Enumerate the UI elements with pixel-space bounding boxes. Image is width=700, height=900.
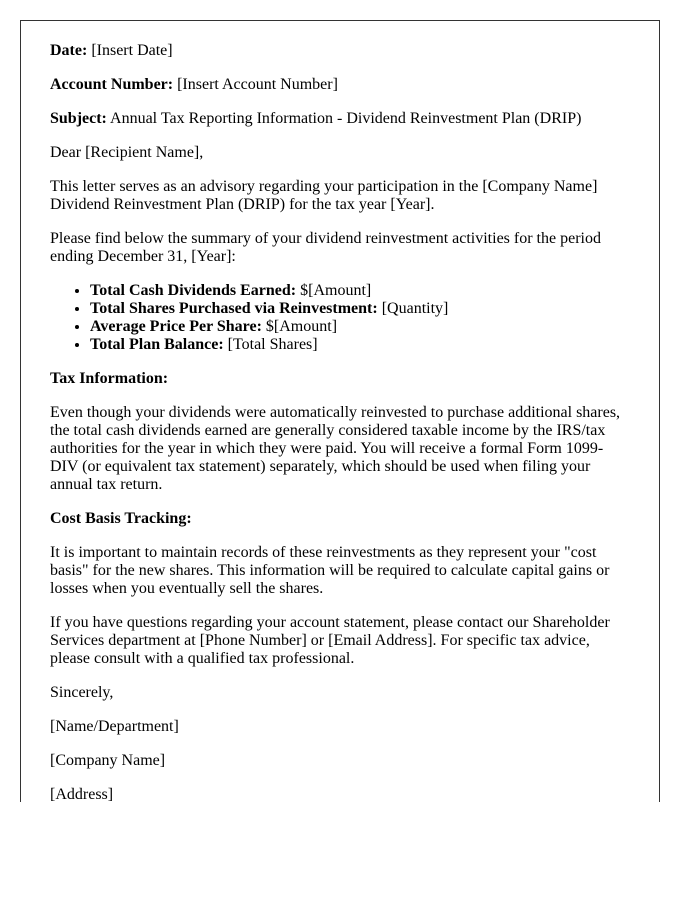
summary-item-plan-balance xyxy=(90,336,630,354)
summary-item-shares-purchased xyxy=(90,300,630,318)
closing: Sincerely, xyxy=(50,684,114,701)
letter-document xyxy=(20,20,660,802)
intro-paragraph: This letter serves as an advisory regarding your participation in the [Company Name] Dividend Reinvestment Plan (DRIP) for the tax year [Year]. xyxy=(50,178,598,213)
date-line xyxy=(50,42,630,60)
contact-paragraph: If you have questions regarding your account statement, please contact our Shareholder Services department at [Phone Number] or [Email Address]. For specific tax advice, please consult with a qualified tax professional. xyxy=(50,614,610,667)
summary-list xyxy=(50,282,630,354)
date-label: Date: xyxy=(50,42,88,59)
summary-item-label: Total Cash Dividends Earned: xyxy=(90,282,297,299)
summary-item-value: [Total Shares] xyxy=(227,336,318,353)
subject-label: Subject: xyxy=(50,110,107,127)
summary-item-cash-dividends xyxy=(90,282,630,300)
signature-block xyxy=(50,718,630,804)
tax-information-heading: Tax Information: xyxy=(50,370,169,387)
summary-item-value: $[Amount] xyxy=(300,282,372,299)
cost-basis-heading: Cost Basis Tracking: xyxy=(50,510,192,527)
account-number-value: [Insert Account Number] xyxy=(177,76,338,93)
date-value: [Insert Date] xyxy=(91,42,173,59)
subject-line xyxy=(50,110,630,128)
signature-company: [Company Name] xyxy=(50,752,166,769)
summary-item-average-price xyxy=(90,318,630,336)
cost-basis-paragraph: It is important to maintain records of these reinvestments as they represent your "cost basis" for the new shares. This information will be required to calculate capital gains or losses when you eventually sell the shares. xyxy=(50,544,610,597)
subject-value: Annual Tax Reporting Information - Dividend Reinvestment Plan (DRIP) xyxy=(110,110,582,127)
account-number-line xyxy=(50,76,630,94)
signature-name: [Name/Department] xyxy=(50,718,179,735)
account-number-label: Account Number: xyxy=(50,76,174,93)
summary-item-value: $[Amount] xyxy=(265,318,338,335)
summary-item-label: Average Price Per Share: xyxy=(90,318,262,335)
summary-item-label: Total Shares Purchased via Reinvestment: xyxy=(90,300,378,317)
summary-intro-paragraph: Please find below the summary of your dividend reinvestment activities for the period ending December 31, [Year]: xyxy=(50,230,601,265)
summary-item-label: Total Plan Balance: xyxy=(90,336,224,353)
signature-address: [Address] xyxy=(50,786,114,803)
salutation: Dear [Recipient Name], xyxy=(50,144,204,161)
summary-item-value: [Quantity] xyxy=(381,300,449,317)
tax-information-paragraph: Even though your dividends were automatically reinvested to purchase additional shares, the total cash dividends earned are generally considered taxable income by the IRS/tax authorities for the year in which they were paid. You will receive a formal Form 1099-DIV (or equivalent tax statement) separately, which should be used when filing your annual tax return. xyxy=(50,404,621,493)
